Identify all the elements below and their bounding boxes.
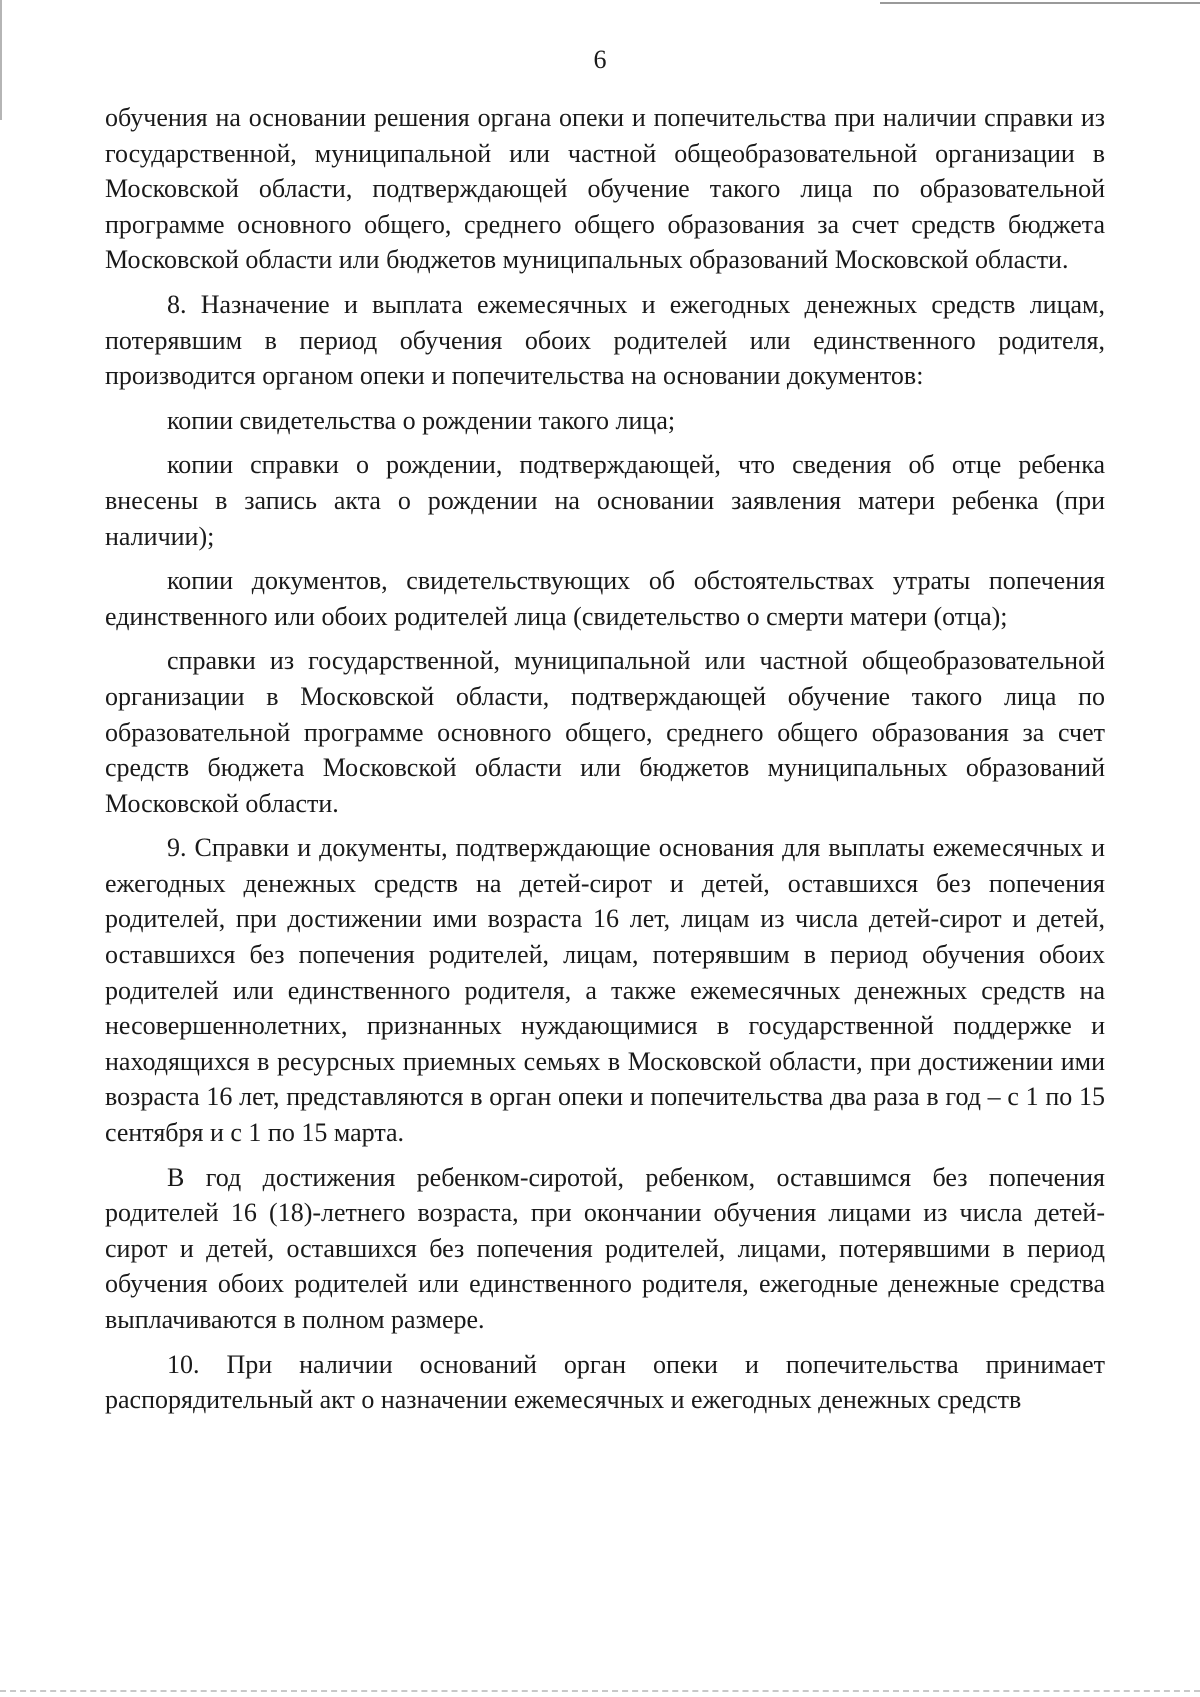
paragraph-item-10: 10. При наличии оснований орган опеки и попечительства принимает распорядительный акт о назначении ежемесячных и ежегодных денежных средств [105, 1349, 1105, 1415]
paragraph-school-reference: справки из государственной, муниципальной или частной общеобразовательной организации в Московской области, подтверждающей обучение такого лица по образовательной программе основного общего, среднего общего образования за счет средств бюджета Московской области или бюджетов муниципальных образований Московской области. [105, 646, 1105, 818]
paragraph-item-9: 9. Справки и документы, подтверждающие основания для выплаты ежемесячных и ежегодных денежных средств на детей-сирот и детей, оставшихся без попечения родителей, при достижении ими возраста 16 лет, лицам из числа детей-сирот и детей, оставшихся без попечения родителей, лицам, потерявшим в период обучения обоих родителей или единственного родителя, а также ежемесячных денежных средств на несовершеннолетних, признанных нуждающимися в государственной поддержке и находящихся в ресурсных приемных семьях в Московской области, при достижении ими возраста 16 лет, представляются в орган опеки и попечительства два раза в год – с 1 по 15 сентября и с 1 по 15 марта. [105, 833, 1105, 1148]
scan-edge-top [880, 2, 1200, 4]
page-number: 6 [593, 45, 607, 74]
paragraph-full-payment: В год достижения ребенком-сиротой, ребенком, оставшимся без попечения родителей 16 (18)-летнего возраста, при окончании обучения лицами из числа детей-сирот и детей, оставшихся без попечения родителей, лицами, потерявшими в период обучения обоих родителей или единственного родителя, ежегодные денежные средства выплачиваются в полном размере. [105, 1162, 1105, 1334]
paragraph-item-8: 8. Назначение и выплата ежемесячных и ежегодных денежных средств лицам, потерявшим в период обучения обоих родителей или единственного родителя, производится органом опеки и попечительства на основании документов: [105, 289, 1105, 391]
paragraph-birth-certificate: копии свидетельства о рождении такого лица; [167, 405, 676, 435]
paragraph-loss-documents: копии документов, свидетельствующих об обстоятельствах утраты попечения единственного или обоих родителей лица (свидетельство о смерти матери (отца); [105, 566, 1105, 631]
document-body [105, 100, 1105, 1418]
paragraph-birth-reference: копии справки о рождении, подтверждающей, что сведения об отце ребенка внесены в запись акта о рождении на основании заявления матери ребенка (при наличии); [105, 450, 1105, 551]
paragraph-continuation: обучения на основании решения органа опеки и попечительства при наличии справки из государственной, муниципальной или частной общеобразовательной организации в Московской области, подтверждающей обучение такого лица по образовательной программе основного общего, среднего общего образования за счет средств бюджета Московской области или бюджетов муниципальных образований Московской области. [105, 103, 1105, 275]
scan-edge-bottom [0, 1690, 1200, 1692]
